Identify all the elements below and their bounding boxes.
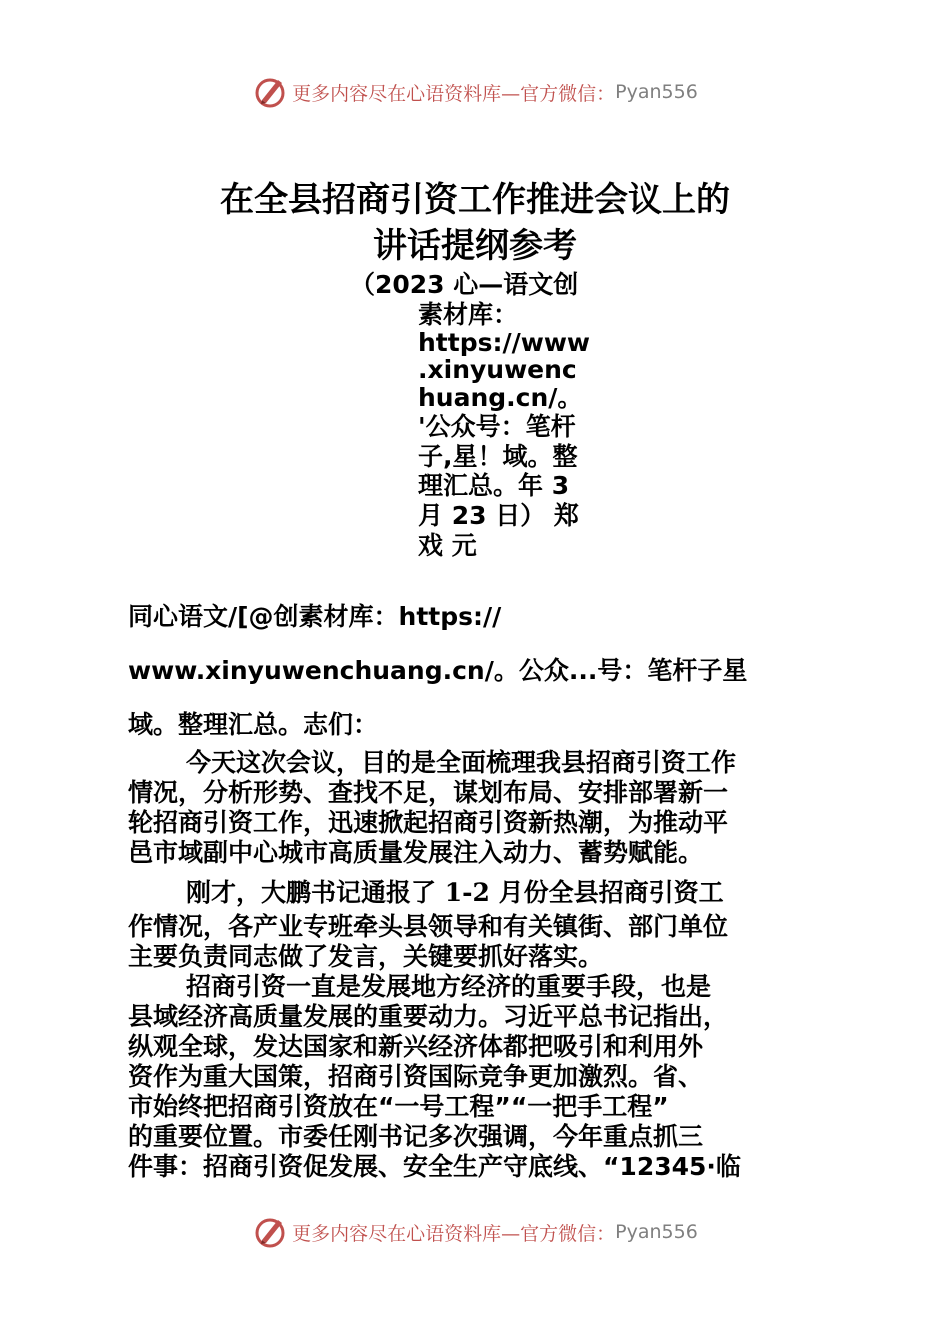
body-line: 今天这次会议，目的是全面梳理我县招商引资工作 bbox=[186, 748, 737, 777]
body-line: 纵观全球，发达国家和新兴经济体都把吸引和利用外 bbox=[128, 1032, 704, 1061]
subtitle-line: https://www bbox=[418, 328, 591, 357]
subtitle-line: 子,星！域。整 bbox=[418, 442, 578, 471]
banner-text: 更多内容尽在心语资料库—官方微信： bbox=[292, 82, 616, 105]
subtitle-line: 素材库： bbox=[418, 300, 519, 329]
intro-line: 域。整理汇总。志们： bbox=[128, 710, 379, 739]
body-line: 县域经济高质量发展的重要动力。习近平总书记指出， bbox=[128, 1002, 729, 1031]
body-line: 邑市域副中心城市高质量发展注入动力、蓄势赋能。 bbox=[128, 838, 704, 867]
header-banner bbox=[0, 72, 950, 112]
body-line: 招商引资一直是发展地方经济的重要手段，也是 bbox=[186, 972, 712, 1001]
intro-line: 同心语文/[@创素材库：https:// bbox=[128, 602, 502, 631]
subtitle-line: 月 23 日） 郑 bbox=[418, 501, 579, 530]
banner-contact: Pyan556 bbox=[615, 81, 698, 103]
banner-text: 更多内容尽在心语资料库—官方微信： bbox=[292, 1222, 616, 1245]
body-line: 件事：招商引资促发展、安全生产守底线、“12345·临 bbox=[128, 1152, 741, 1181]
subtitle-line: 戏 元 bbox=[418, 531, 477, 560]
body-line: 情况，分析形势、查找不足，谋划布局、安排部署新一 bbox=[128, 778, 729, 807]
body-line: 主要负责同志做了发言，关键要抓好落实。 bbox=[128, 942, 604, 971]
banner-contact: Pyan556 bbox=[615, 1221, 698, 1243]
subtitle-line: 理汇总。年 3 bbox=[418, 471, 570, 500]
pen-logo-icon bbox=[252, 1214, 288, 1250]
body-line: 的重要位置。市委任刚书记多次强调，今年重点抓三 bbox=[128, 1122, 704, 1151]
page-title-line2: 讲话提纲参考 bbox=[373, 226, 577, 266]
page-title: 在全县招商引资工作推进会议上的 bbox=[220, 180, 730, 220]
body-line: 轮招商引资工作，迅速掀起招商引资新热潮，为推动平 bbox=[128, 808, 729, 837]
body-line: 市始终把招商引资放在“一号工程”“一把手工程” bbox=[128, 1092, 669, 1121]
subtitle-line: （2023 心—语文创 bbox=[350, 270, 579, 299]
subtitle-line: '公众号：笔杆 bbox=[418, 412, 576, 441]
body-line: 资作为重大国策，招商引资国际竞争更加激烈。省、 bbox=[128, 1062, 704, 1091]
subtitle-line: .xinyuwenc bbox=[418, 355, 577, 384]
intro-line: www.xinyuwenchuang.cn/。公众...号：笔杆子星 bbox=[128, 656, 748, 685]
body-line: 刚才，大鹏书记通报了 1-2 月份全县招商引资工 bbox=[186, 878, 724, 907]
footer-banner bbox=[0, 1212, 950, 1252]
body-line: 作情况，各产业专班牵头县领导和有关镇街、部门单位 bbox=[128, 912, 729, 941]
subtitle-line: huang.cn/。 bbox=[418, 383, 583, 412]
pen-logo-icon bbox=[252, 74, 288, 110]
